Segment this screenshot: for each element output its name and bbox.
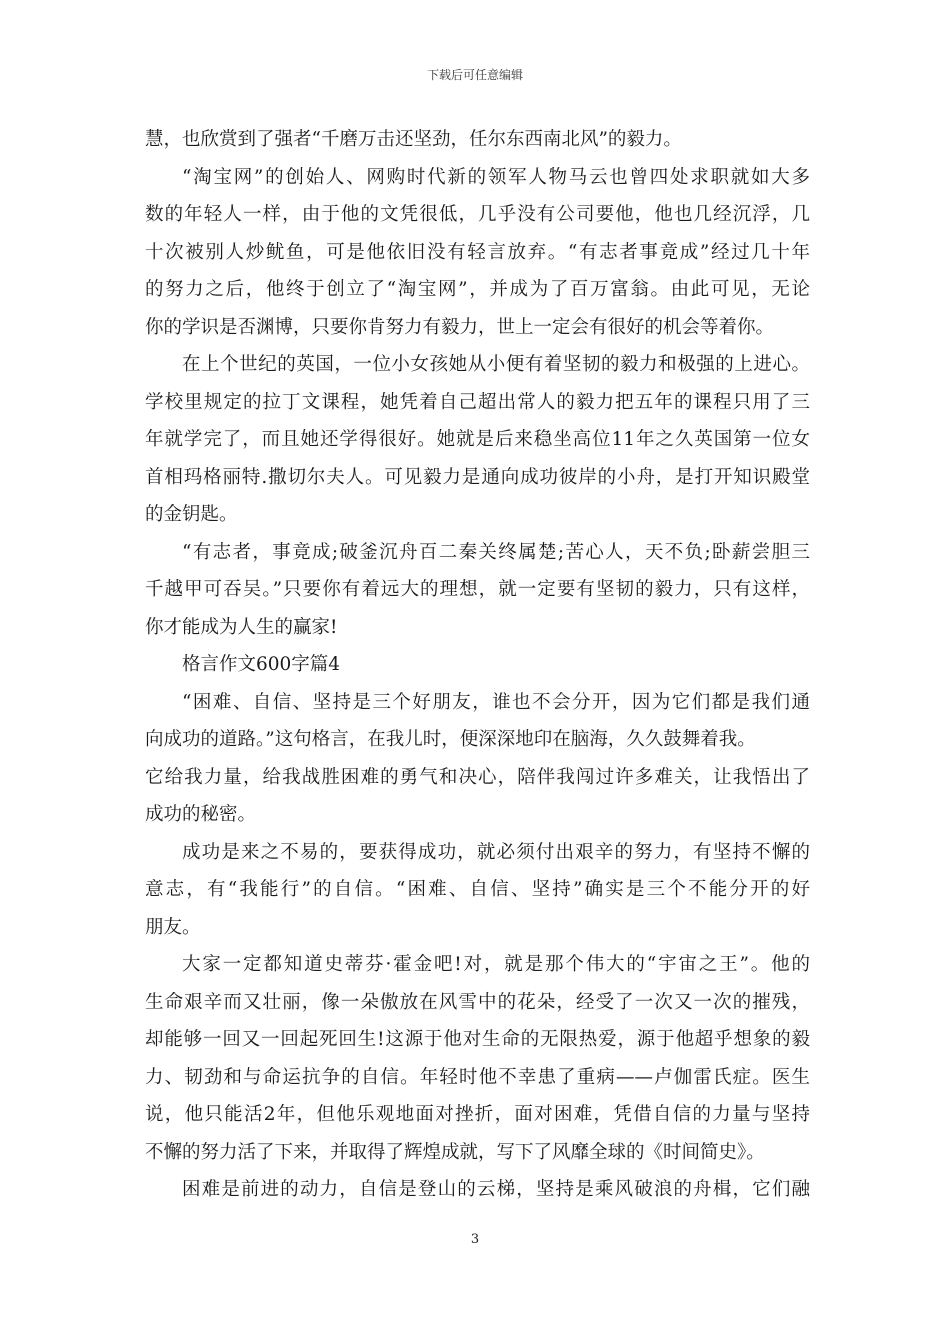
text-line: 你才能成为人生的赢家! [145, 616, 338, 638]
text-line: 的努力之后，他终于创立了“淘宝网”，并成为了百万富翁。由此可见，无论 [145, 279, 810, 300]
text-line: 向成功的道路。”这句格言，在我儿时，便深深地印在脑海，久久鼓舞着我。 [145, 729, 756, 750]
text-line: 在上个世纪的英国，一位小女孩她从小便有着坚韧的毅力和极强的上进心。 [182, 354, 810, 375]
text-line: 成功的秘密。 [145, 804, 257, 825]
text-line: 力、韧劲和与命运抗争的自信。年轻时他不幸患了重病——卢伽雷氏症。医生 [145, 1066, 810, 1088]
text-line: 年就学完了，而且她还学得很好。她就是后来稳坐高位11年之久英国第一位女 [145, 429, 810, 450]
text-line: 千越甲可吞吴。”只要你有着远大的理想，就一定要有坚韧的毅力，只有这样， [145, 579, 810, 600]
text-line: 你的学识是否渊博，只要你肯努力有毅力，世上一定会有很好的机会等着你。 [145, 316, 775, 338]
text-line: 首相玛格丽特.撒切尔夫人。可见毅力是通向成功彼岸的小舟，是打开知识殿堂 [145, 466, 810, 488]
page-number: 3 [470, 1232, 480, 1247]
text-line: “困难、自信、坚持是三个好朋友，谁也不会分开，因为它们都是我们通 [182, 691, 810, 713]
text-line: 的金钥匙。 [145, 504, 238, 525]
text-line: 朋友。 [145, 916, 201, 938]
text-line: 十次被别人炒鱿鱼，可是他依旧没有轻言放弃。“有志者事竟成”经过几十年 [145, 241, 810, 263]
text-line: 困难是前进的动力，自信是登山的云梯，坚持是乘风破浪的舟楫，它们融 [182, 1179, 810, 1200]
text-line: 它给我力量，给我战胜困难的勇气和决心，陪伴我闯过许多难关，让我悟出了 [145, 766, 810, 788]
document-body [145, 121, 810, 1209]
text-line: 说，他只能活2年，但他乐观地面对挫折，面对困难，凭借自信的力量与坚持 [145, 1104, 810, 1125]
text-line: 慧，也欣赏到了强者“千磨万击还坚劲，任尔东西南北风”的毅力。 [145, 129, 682, 150]
text-line: 格言作文600字篇4 [182, 654, 341, 675]
text-line: 却能够一回又一回起死回生!这源于他对生命的无限热爱，源于他超乎想象的毅 [145, 1029, 810, 1050]
text-line: “有志者，事竟成;破釜沉舟百二秦关终属楚;苦心人，天不负;卧薪尝胆三 [182, 541, 810, 563]
text-line: 学校里规定的拉丁文课程，她凭着自己超出常人的毅力把五年的课程只用了三 [145, 391, 810, 413]
text-line: 成功是来之不易的，要获得成功，就必须付出艰辛的努力，有坚持不懈的 [182, 841, 810, 863]
page-header: 下载后可任意编辑 [426, 68, 523, 82]
text-line: 不懈的努力活了下来，并取得了辉煌成就，写下了风靡全球的《时间简史》。 [145, 1141, 765, 1163]
text-line: 数的年轻人一样，由于他的文凭很低，几乎没有公司要他，他也几经沉浮，几 [145, 204, 810, 225]
text-line: “淘宝网”的创始人、网购时代新的领军人物马云也曾四处求职就如大多 [182, 166, 810, 188]
text-line: 大家一定都知道史蒂芬·霍金吧!对，就是那个伟大的“宇宙之王”。他的 [182, 954, 810, 975]
text-line: 意志，有“我能行”的自信。“困难、自信、坚持”确实是三个不能分开的好 [145, 879, 810, 900]
text-line: 生命艰辛而又壮丽，像一朵傲放在风雪中的花朵，经受了一次又一次的摧残， [145, 991, 810, 1013]
